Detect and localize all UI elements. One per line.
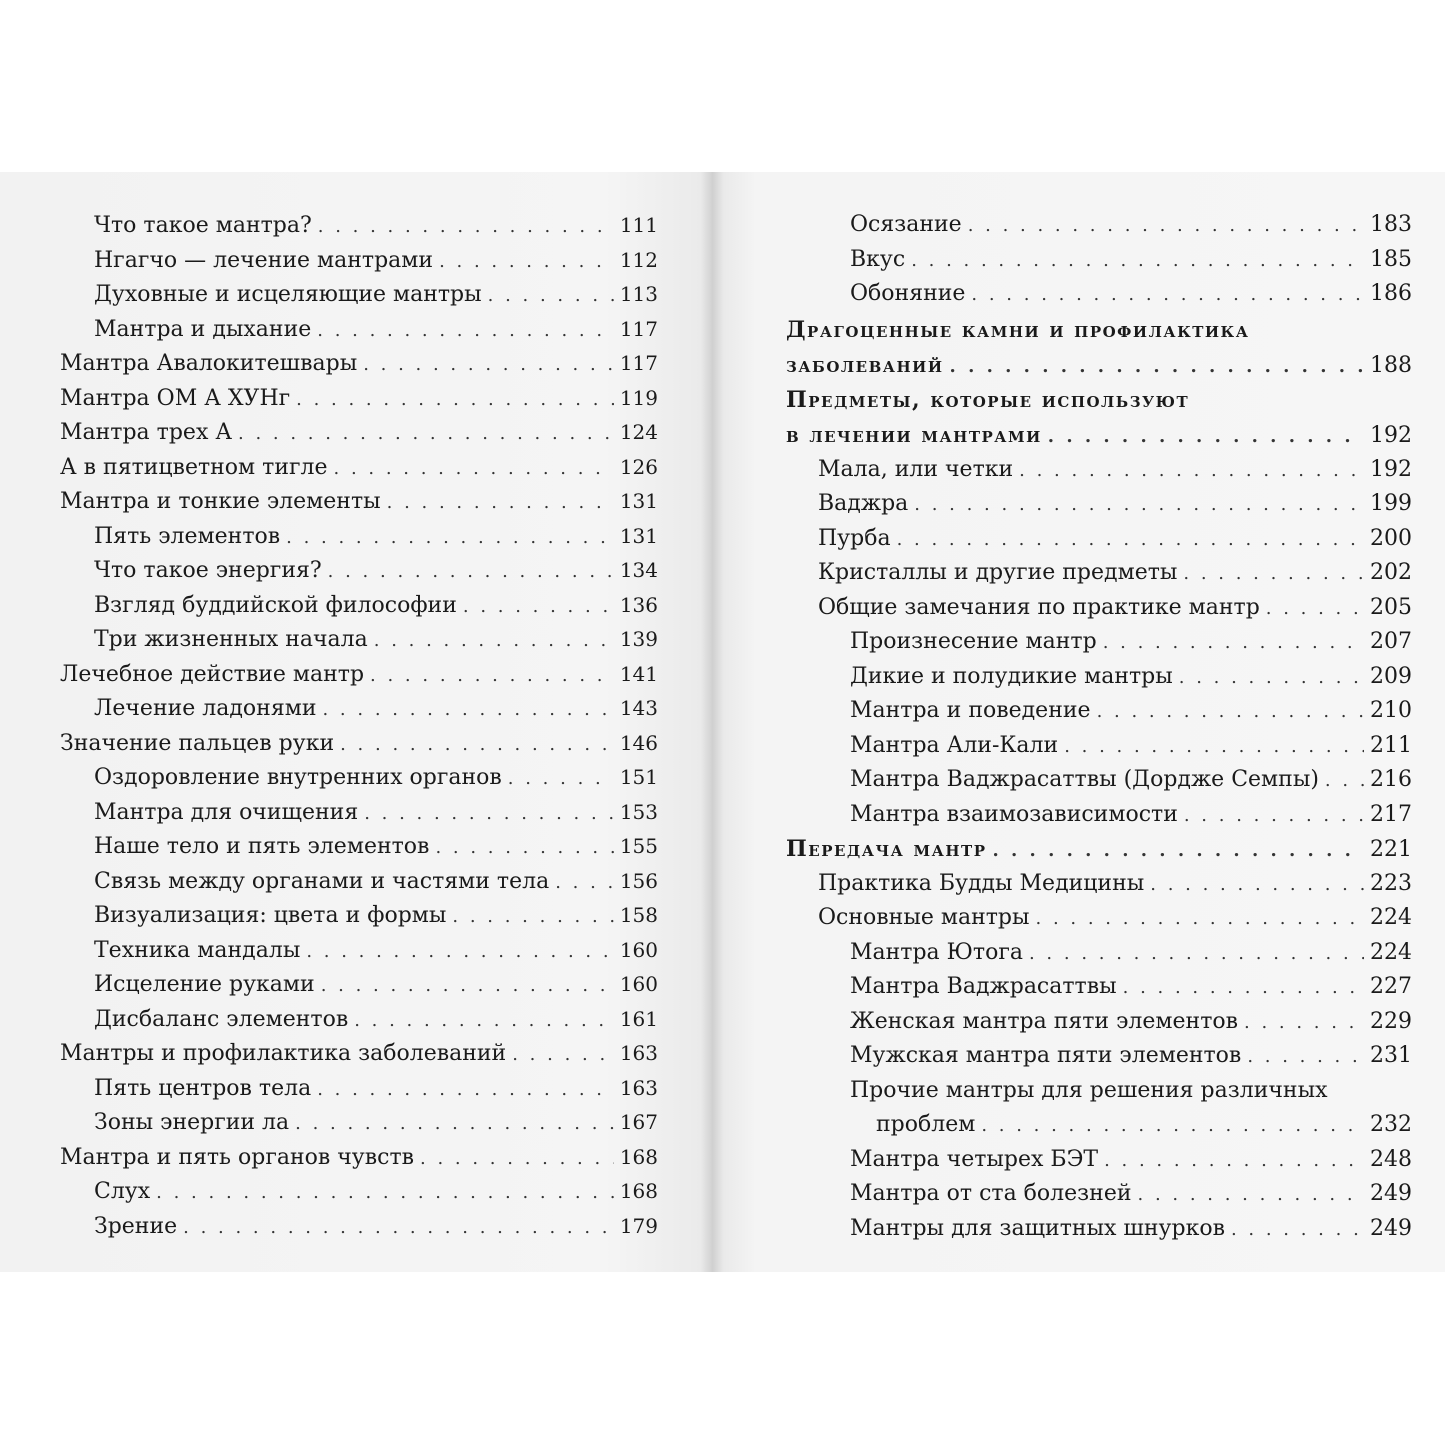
toc-entry-title: Произнесение мантр	[850, 629, 1097, 654]
toc-entry-page: 205	[1370, 595, 1412, 620]
toc-entry-title: Мужская мантра пяти элементов	[850, 1043, 1242, 1068]
toc-entry	[850, 277, 1412, 311]
toc-entry	[94, 795, 658, 829]
leader-dots	[1123, 971, 1364, 1005]
leader-dots	[420, 1142, 614, 1176]
toc-entry	[850, 936, 1412, 970]
toc-entry-title: Что такое мантра?	[94, 213, 312, 238]
toc-entry	[60, 346, 658, 380]
toc-entry-title: Мантра Авалокитешвары	[60, 351, 358, 376]
leader-dots	[328, 555, 614, 589]
toc-entry	[818, 522, 1412, 556]
toc-entry	[94, 829, 658, 863]
toc-entry-page: 186	[1370, 281, 1412, 306]
toc-entry-title: Пурба	[818, 526, 891, 551]
toc-entry-title: Предметы, которые используют	[786, 387, 1190, 413]
leader-dots	[286, 521, 614, 555]
leader-dots	[1097, 695, 1364, 729]
toc-entry	[850, 243, 1412, 277]
toc-entry	[94, 277, 658, 311]
toc-entry	[850, 1074, 1412, 1108]
leader-dots	[1138, 1178, 1364, 1212]
toc-entry-title: Передача мантр	[786, 836, 987, 862]
leader-dots	[340, 728, 614, 762]
toc-entry-title: Связь между органами и частями тела	[94, 869, 550, 894]
toc-entry-title: заболеваний	[786, 352, 944, 378]
leader-dots	[1019, 454, 1364, 488]
toc-entry-title: Взгляд буддийской философии	[94, 593, 457, 618]
toc-entry	[94, 622, 658, 656]
toc-entry-title: Слух	[94, 1179, 151, 1204]
leader-dots	[992, 834, 1364, 868]
open-book	[0, 172, 1445, 1272]
toc-entry-page: 155	[619, 834, 658, 858]
leader-dots	[1103, 626, 1364, 660]
toc-entry-title: Лечебное действие мантр	[60, 662, 365, 687]
toc-entry-page: 156	[619, 869, 658, 893]
toc-entry-title: Мантра и дыхание	[94, 317, 312, 342]
toc-entry	[876, 1108, 1412, 1142]
toc-entry	[94, 553, 658, 587]
leader-dots	[435, 831, 613, 865]
leader-dots	[370, 659, 614, 693]
toc-entry-page: 217	[1370, 802, 1412, 827]
toc-entry-page: 126	[619, 455, 658, 479]
leader-dots	[306, 935, 613, 969]
toc-entry-title: Основные мантры	[818, 905, 1030, 930]
toc-entry	[94, 967, 658, 1001]
toc-entry-page: 200	[1370, 526, 1412, 551]
toc-entry-title: Мантра от ста болезней	[850, 1181, 1132, 1206]
toc-entry	[94, 588, 658, 622]
toc-entry-title: Пять центров тела	[94, 1076, 312, 1101]
toc-entry	[850, 763, 1412, 797]
leader-dots	[463, 590, 614, 624]
toc-entry-page: 168	[619, 1145, 658, 1169]
toc-entry-title: Мантра Ютога	[850, 940, 1023, 965]
toc-entry-page: 146	[619, 731, 658, 755]
toc-entry-title: Дикие и полудикие мантры	[850, 664, 1173, 689]
leader-dots	[1184, 799, 1364, 833]
toc-entry-title: Зрение	[94, 1214, 178, 1239]
toc-entry	[850, 1143, 1412, 1177]
leader-dots	[971, 278, 1364, 312]
toc-entry	[850, 1039, 1412, 1073]
toc-entry	[850, 1177, 1412, 1211]
toc-entry-title: Исцеление руками	[94, 972, 315, 997]
toc-entry-page: 202	[1370, 560, 1412, 585]
toc-entry	[94, 1071, 658, 1105]
leader-dots	[1064, 730, 1364, 764]
toc-entry-title: Мантра Ваджрасаттвы	[850, 974, 1117, 999]
toc-entry-title: проблем	[876, 1112, 976, 1137]
toc-entry	[818, 591, 1412, 625]
toc-entry	[94, 208, 658, 242]
toc-entry-page: 111	[619, 213, 658, 237]
toc-entry	[60, 1140, 658, 1174]
leader-dots	[1104, 1144, 1364, 1178]
leader-dots	[1247, 1040, 1364, 1074]
toc-entry-page: 158	[619, 903, 658, 927]
toc-entry	[850, 729, 1412, 763]
leader-dots	[488, 279, 614, 313]
leader-dots	[296, 383, 614, 417]
leader-dots	[439, 245, 614, 279]
leader-dots	[950, 350, 1364, 384]
toc-entry-title: Драгоценные камни и профилактика	[786, 317, 1250, 343]
toc-entry-title: Мантра взаимозависимости	[850, 802, 1178, 827]
leader-dots	[295, 1107, 614, 1141]
leader-dots	[354, 1004, 614, 1038]
toc-entry-page: 248	[1370, 1147, 1412, 1172]
toc-entry	[94, 691, 658, 725]
toc-entry	[818, 901, 1412, 935]
toc-entry	[818, 556, 1412, 590]
leader-dots	[911, 244, 1364, 278]
toc-entry-page: 185	[1370, 247, 1412, 272]
toc-entry-page: 117	[619, 351, 658, 375]
toc-entry-page: 224	[1370, 905, 1412, 930]
toc-entry-page: 209	[1370, 664, 1412, 689]
toc-entry-title: Женская мантра пяти элементов	[850, 1009, 1238, 1034]
leader-dots	[238, 417, 614, 451]
toc-entry-page: 131	[619, 524, 658, 548]
toc-entry-page: 223	[1370, 871, 1412, 896]
leader-dots	[512, 1038, 614, 1072]
leader-dots	[1029, 937, 1364, 971]
toc-entry	[60, 450, 658, 484]
toc-entry-page: 221	[1370, 837, 1412, 862]
toc-entry	[818, 867, 1412, 901]
toc-entry-page: 134	[619, 558, 658, 582]
toc-entry-page: 211	[1370, 733, 1412, 758]
toc-section-heading	[786, 832, 1412, 866]
toc-entry-page: 167	[619, 1110, 658, 1134]
toc-entry-title: Ваджра	[818, 491, 909, 516]
toc-entry-page: 210	[1370, 698, 1412, 723]
toc-entry	[850, 1212, 1412, 1246]
toc-entry	[60, 726, 658, 760]
toc-entry	[850, 1005, 1412, 1039]
leader-dots	[387, 486, 614, 520]
toc-entry-title: Кристаллы и другие предметы	[818, 560, 1178, 585]
toc-entry-title: Общие замечания по практике мантр	[818, 595, 1260, 620]
toc-entry-page: 139	[619, 627, 658, 651]
toc-entry-title: Зоны энергии ла	[94, 1110, 290, 1135]
toc-entry	[60, 415, 658, 449]
toc-entry-page: 141	[619, 662, 658, 686]
toc-entry-title: Мантра для очищения	[94, 800, 359, 825]
toc-entry-title: Мала, или четки	[818, 457, 1014, 482]
toc-entry	[850, 694, 1412, 728]
toc-entry-page: 216	[1370, 767, 1412, 792]
leader-dots	[364, 797, 614, 831]
leader-dots	[914, 488, 1364, 522]
leader-dots	[317, 314, 614, 348]
toc-entry-page: 153	[619, 800, 658, 824]
toc-entry-page: 231	[1370, 1043, 1412, 1068]
toc-entry-title: Мантра трех А	[60, 420, 233, 445]
toc-entry-title: Осязание	[850, 212, 962, 237]
toc-entry	[94, 243, 658, 277]
leader-dots	[1325, 764, 1364, 798]
toc-entry-title: Мантра и тонкие элементы	[60, 489, 381, 514]
toc-section-heading	[786, 313, 1412, 347]
toc-entry-title: А в пятицветном тигле	[60, 455, 328, 480]
toc-entry-page: 249	[1370, 1216, 1412, 1241]
toc-entry	[94, 1002, 658, 1036]
toc-entry-title: Визуализация: цвета и формы	[94, 903, 447, 928]
leader-dots	[1231, 1213, 1364, 1247]
toc-entry-page: 131	[619, 489, 658, 513]
toc-entry-page: 192	[1370, 423, 1412, 448]
toc-entry-page: 192	[1370, 457, 1412, 482]
toc-entry	[94, 898, 658, 932]
toc-entry-title: Лечение ладонями	[94, 696, 317, 721]
toc-entry-page: 160	[619, 938, 658, 962]
toc-entry-title: Нгагчо — лечение мантрами	[94, 248, 434, 273]
toc-entry-title: Духовные и исцеляющие мантры	[94, 282, 482, 307]
leader-dots	[1244, 1006, 1364, 1040]
toc-entry	[850, 970, 1412, 1004]
toc-entry	[818, 487, 1412, 521]
leader-dots	[183, 1211, 614, 1245]
leader-dots	[374, 624, 614, 658]
toc-entry-page: 224	[1370, 940, 1412, 965]
toc-entry-title: Мантра ОМ А ХУНг	[60, 386, 291, 411]
toc-entry-title: Дисбаланс элементов	[94, 1007, 349, 1032]
toc-entry	[94, 312, 658, 346]
leader-dots	[363, 348, 614, 382]
toc-entry	[60, 657, 658, 691]
leader-dots	[1266, 592, 1364, 626]
toc-entry-page: 168	[619, 1179, 658, 1203]
toc-entry-page: 124	[619, 420, 658, 444]
toc-entry-title: Обоняние	[850, 281, 966, 306]
toc-entry-title: Вкус	[850, 247, 906, 272]
toc-entry-title: Оздоровление внутренних органов	[94, 765, 502, 790]
toc-entry-title: Что такое энергия?	[94, 558, 322, 583]
toc-entry-title: Мантра четырех БЭТ	[850, 1147, 1099, 1172]
toc-entry-title: Мантра и пять органов чувств	[60, 1145, 415, 1170]
toc-entry	[94, 519, 658, 553]
toc-entry-title: Техника мандалы	[94, 938, 301, 963]
toc-entry-page: 160	[619, 972, 658, 996]
toc-entry-title: Практика Будды Медицины	[818, 871, 1145, 896]
leader-dots	[1179, 661, 1364, 695]
leader-dots	[1048, 420, 1364, 454]
leader-dots	[897, 523, 1364, 557]
toc-entry-page: 249	[1370, 1181, 1412, 1206]
toc-entry-title: Наше тело и пять элементов	[94, 834, 430, 859]
leader-dots	[322, 693, 613, 727]
toc-entry-page: 232	[1370, 1112, 1412, 1137]
toc-entry	[60, 484, 658, 518]
toc-section-heading	[786, 418, 1412, 452]
toc-entry	[60, 381, 658, 415]
leader-dots	[555, 866, 614, 900]
toc-entry-page: 112	[619, 248, 658, 272]
toc-entry-page: 136	[619, 593, 658, 617]
leader-dots	[334, 452, 614, 486]
toc-entry	[850, 208, 1412, 242]
toc-entry-title: Мантра Ваджрасаттвы (Дордже Семпы)	[850, 767, 1319, 792]
leader-dots	[318, 210, 614, 244]
leader-dots	[981, 1109, 1364, 1143]
toc-entry-title: Мантры и профилактика заболеваний	[60, 1041, 507, 1066]
toc-entry	[850, 625, 1412, 659]
toc-entry-page: 163	[619, 1076, 658, 1100]
leader-dots	[508, 762, 614, 796]
toc-entry-page: 163	[619, 1041, 658, 1065]
book-gutter	[700, 172, 724, 1272]
toc-entry	[94, 1105, 658, 1139]
toc-entry-title: Мантра и поведение	[850, 698, 1091, 723]
toc-entry-title: Значение пальцев руки	[60, 731, 335, 756]
toc-section-heading	[786, 348, 1412, 382]
toc-entry-page: 117	[619, 317, 658, 341]
toc-entry-title: в лечении мантрами	[786, 422, 1042, 448]
toc-entry-page: 119	[619, 386, 658, 410]
toc-section-heading	[786, 383, 1412, 417]
toc-entry-page: 151	[619, 765, 658, 789]
toc-entry-page: 229	[1370, 1009, 1412, 1034]
toc-entry	[818, 453, 1412, 487]
toc-entry-title: Мантра Али-Кали	[850, 733, 1059, 758]
toc-entry-page: 161	[619, 1007, 658, 1031]
leader-dots	[321, 969, 614, 1003]
toc-entry-title: Пять элементов	[94, 524, 281, 549]
toc-entry-title: Прочие мантры для решения различных	[850, 1078, 1328, 1103]
leader-dots	[317, 1073, 614, 1107]
leader-dots	[1183, 557, 1364, 591]
toc-entry	[850, 798, 1412, 832]
toc-entry-page: 199	[1370, 491, 1412, 516]
leader-dots	[452, 900, 613, 934]
toc-entry	[94, 1174, 658, 1208]
toc-entry-page: 183	[1370, 212, 1412, 237]
toc-entry	[94, 1209, 658, 1243]
toc-entry	[60, 1036, 658, 1070]
toc-entry-title: Мантры для защитных шнурков	[850, 1216, 1225, 1241]
leader-dots	[1036, 902, 1365, 936]
toc-entry-page: 207	[1370, 629, 1412, 654]
toc-entry-page: 143	[619, 696, 658, 720]
toc-entry	[850, 660, 1412, 694]
toc-entry-title: Три жизненных начала	[94, 627, 368, 652]
leader-dots	[968, 209, 1364, 243]
leader-dots	[156, 1176, 614, 1210]
toc-entry-page: 113	[619, 282, 658, 306]
toc-entry-page: 227	[1370, 974, 1412, 999]
leader-dots	[1150, 868, 1364, 902]
toc-entry-page: 188	[1370, 353, 1412, 378]
toc-entry	[94, 933, 658, 967]
toc-entry-page: 179	[619, 1214, 658, 1238]
toc-entry	[94, 760, 658, 794]
toc-entry	[94, 864, 658, 898]
